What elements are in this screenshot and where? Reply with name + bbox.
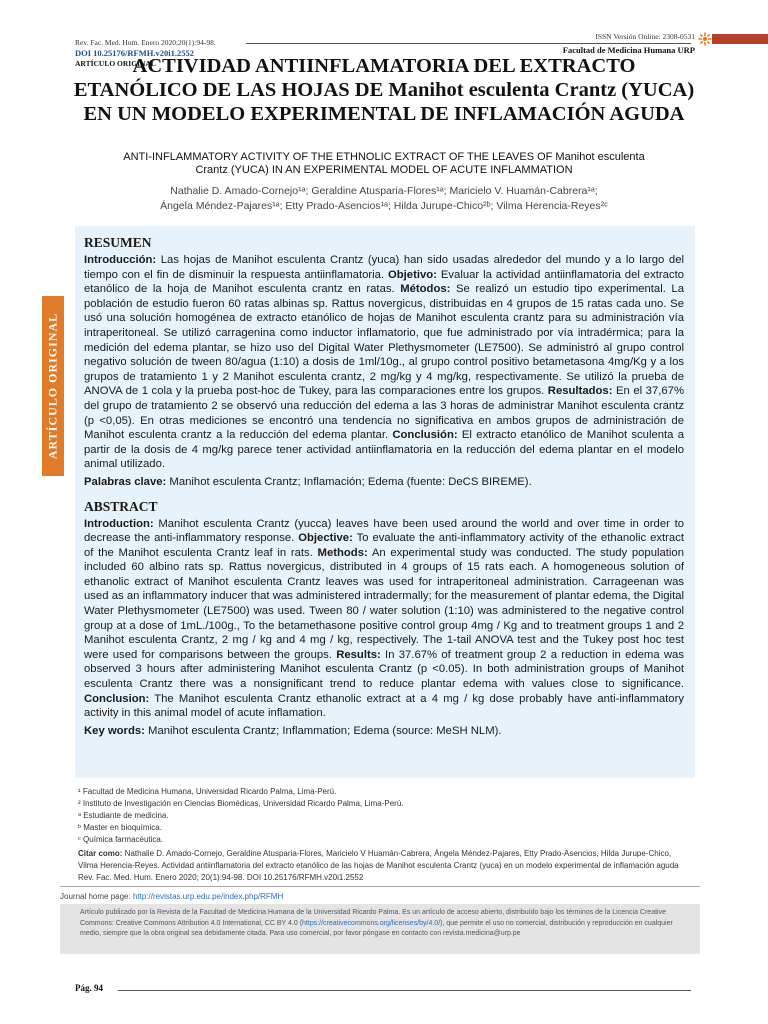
abstract-met-label: Methods: <box>317 546 368 559</box>
page-number: Pág. 94 <box>75 983 103 993</box>
resumen-intro-label: Introducción: <box>84 254 157 266</box>
abstract-obj-label: Objective: <box>298 532 353 545</box>
abstract-res-label: Results: <box>336 648 381 661</box>
resumen-res-text: En el 37,67% del grupo de tratamiento 2 se observó una reducción del edema a las 3 horas de administrar Manihot esculenta crantz (p <0,05). En otras mediciones se encontró una tendencia no significativa en ambos grupos de administración de Manihot esculenta crantz a la reducción del edema plantar. <box>84 385 685 442</box>
title-spanish <box>60 54 708 126</box>
cite-as-text: Nathalie D. Amado-Cornejo, Geraldine Atusparia-Flores, Maricielo V Huamán-Cabrera, Ángela Méndez-Pajares, Etty Prado-Asencios, Hilda Jurupe-Chico, Vilma Herencia-Reyes. Actividad antiinflamatoria del extracto etanólico de las hojas de Manihot esculenta Crantz (yuca) en un modelo experimental de inflamación aguda Rev. Fac. Med. Hum. Enero 2020; 20(1):94-98. DOI 10.25176/RFMH.v20i1.2552 <box>78 849 679 882</box>
title-es-line2: ETANÓLICO DE LAS HOJAS DE Manihot esculenta Crantz (YUCA) <box>73 79 695 101</box>
title-es-line1: ACTIVIDAD ANTIINFLAMATORIA DEL EXTRACTO <box>132 55 636 77</box>
abstract-body <box>84 517 684 721</box>
footnote-2: ² Instituto de Investigación en Ciencias Biomédicas, Universidad Ricardo Palma, Lima-Perú. <box>78 799 404 808</box>
header-accent-bar <box>712 34 768 44</box>
resumen-intro-text: Las hojas de Manihot esculenta Crantz (yuca) han sido usadas alrededor del mundo y a lo largo del tiempo con el fin de disminuir la respuesta antiinflamatoria. <box>84 254 684 281</box>
header-right <box>563 32 695 56</box>
footnote-c: ᶜ Química farmacéutica. <box>78 835 164 844</box>
faculty-name: Facultad de Medicina Humana URP <box>562 45 695 55</box>
title-en-line2: Crantz (YUCA) IN AN EXPERIMENTAL MODEL OF ACUTE INFLAMMATION <box>195 164 573 176</box>
footnote-divider <box>60 886 700 887</box>
abstract-con-text: The Manihot esculenta Crantz ethanolic extract at a 4 mg / kg dose probably have anti-inflammatory activity in this animal model of acute inflamation. <box>84 692 684 720</box>
abstract-content <box>84 234 684 738</box>
journal-logo-icon <box>698 32 712 46</box>
resumen-kw-text: Manihot esculenta Crantz; Inflamación; Edema (fuente: DeCS BIREME). <box>166 475 532 488</box>
issn: ISSN Versión Online: 2308-0531 <box>595 32 695 41</box>
license-text-1: Artículo publicado por la Revista de la Facultad de Medicina Humana de la Universidad Ricardo Palma. Es un artículo de acceso abierto, distribuído bajo los términos de la Licencia Creative Commons: Creative Commons Attribution 4.0 International, CC BY 4.0 ( <box>80 909 666 927</box>
resumen-met-label: Métodos: <box>400 283 451 296</box>
footnotes <box>78 786 690 884</box>
side-tab-label: ARTÍCULO ORIGINAL <box>45 312 60 460</box>
journal-home-link[interactable]: http://revistas.urp.edu.pe/index.php/RFMH <box>132 892 284 901</box>
license-text-2: ), que permite el uso no comercial, distribución y reproducción en cualquier medio, siempre que la obra original sea debidamente citada. Para uso comercial, por favor póngase en contacto con revista.medicina@urp.pe <box>80 919 673 937</box>
resumen-kw-label: Palabras clave: <box>84 475 167 488</box>
resumen-body <box>84 253 684 472</box>
resumen-res-label: Resultados: <box>547 385 613 398</box>
abstract-intro-text: Manihot esculenta Crantz (yucca) leaves have been used around the world and over time in order to decrease the anti-inflammatory response. <box>84 517 684 545</box>
footnote-b: ᵇ Master en bioquímica. <box>78 823 162 832</box>
authors-line1: Nathalie D. Amado-Cornejo¹ᵃ; Geraldine Atusparia-Flores¹ᵃ; Maricielo V. Huamán-Cabrera¹ᵃ; <box>170 185 598 197</box>
abstract-obj-text: To evaluate the anti-inflammatory activity of the ethanolic extract of the Manihot esculenta Crantz leaf in rats. <box>84 532 684 559</box>
abstract-kw-text: Manihot esculenta Crantz; Inflammation; Edema (source: MeSH NLM). <box>144 724 502 737</box>
license-link[interactable]: https://creativecommons.org/licenses/by/4.0/ <box>302 919 441 927</box>
doi-link[interactable]: DOI 10.25176/RFMH.v20i1.2552 <box>75 48 194 58</box>
resumen-heading: RESUMEN <box>84 235 152 250</box>
abstract-heading: ABSTRACT <box>84 498 158 514</box>
journal-home <box>60 892 283 901</box>
cite-as-label: Citar como: <box>78 849 123 858</box>
author-list <box>80 184 688 214</box>
abstract-kw-label: Key words: <box>84 724 145 737</box>
journal-citation: Rev. Fac. Med. Hum. Enero 2020;20(1):94-98. <box>75 38 216 47</box>
footnote-1: ¹ Facultad de Medicina Humana, Universidad Ricardo Palma, Lima-Perú. <box>78 787 337 796</box>
article-type-side-tab <box>42 296 64 476</box>
authors-line2: Ángela Méndez-Pajares¹ᵃ; Etty Prado-Asencios¹ᵃ; Hilda Jurupe-Chico²ᵇ; Vilma Herencia-Reyes²ᶜ <box>160 200 608 212</box>
license-text <box>80 908 692 940</box>
abstract-met-text: An experimental study was conducted. The study population included 60 albino rats sp. Rattus novergicus, distributed in 4 groups of 15 rats each. A homogeneous solution of ethanolic extract of Manihot esculenta Crantz leaves was used for intraperitoneal administration. Carrageenan was used as an inflammatory inducer that was administered intradermally; for the measurement of plantar edema, the Digital Water Plethysmometer (LE7500) was used. Tween 80 / water solution (1:10) was administered to the negative control group at a dose of 1mL./100g., To the betamethasone positive control group 4mg / Kg and to treatment groups 1 and 2 Manihot esculenta Crantz, 2 mg / kg and 4 mg / kg, respectively. The 1-tail ANOVA test and the Tukey post hoc test were used for comparisons between the groups. <box>84 546 684 661</box>
resumen-obj-text: Evaluar la actividad antiinflamatoria del extracto etanólico de la hoja de Manihot esculenta crantz en ratas. <box>84 268 684 296</box>
article-type: ARTÍCULO ORIGINAL <box>75 59 156 68</box>
abstract-intro-label: Introduction: <box>84 517 154 530</box>
abstract-con-label: Conclusion: <box>84 692 150 705</box>
journal-home-label: Journal home page: <box>60 892 133 901</box>
footnote-a: ᵃ Estudiante de medicina. <box>78 811 169 820</box>
resumen-met-text: Se realizó un estudio tipo experimental. La población de estudio fueron 60 ratas albinas sp. Rattus novergicus, distribuidas en 4 grupos de 15 ratas cada uno. Se usó una solución homogénea de extracto etanólico de hojas de Manihot esculenta crantz para su administración vía intraperitoneal. Se utilizó carragenina como inductor inflamatorio, que fue administrado por vía intradérmica; para la medición del edema plantar, se hizo uso del Digital Water Plethysmometer (LE7500). Se administró al grupo control negativo solución de tween 80/agua (1:10) a dosis de 1ml/10g., al grupo control positivo betametasona 4mg/Kg y a los grupos de tratamiento 1 y 2 Manihot esculenta crantz, 2 mg/kg y 4 mg/kg, respectivamente. Se utilizó la prueba de ANOVA de 1 cola y la prueba post-hoc de Tukey, para las comparaciones entre los grupos. <box>84 283 684 398</box>
abstract-res-text: In 37.67% of treatment group 2 a reduction in edema was observed 3 hours after administering Manihot esculenta Crantz (p <0.05). In both administration groups of Manihot esculenta Crantz there was a nonsignificant trend to reduce plantar edema with values close to significance. <box>84 648 684 691</box>
title-en-line1: ANTI-INFLAMMATORY ACTIVITY OF THE ETHNOLIC EXTRACT OF THE LEAVES OF Manihot esculenta <box>123 151 645 163</box>
title-es-line3: EN UN MODELO EXPERIMENTAL DE INFLAMACIÓN AGUDA <box>83 103 685 125</box>
resumen-keywords <box>84 475 684 490</box>
resumen-obj-label: Objetivo: <box>387 268 437 281</box>
abstract-keywords <box>84 724 684 739</box>
resumen-con-label: Conclusión: <box>392 429 458 442</box>
resumen-con-text: El extracto etanólico de Manihot sculenta a partir de la dosis de 4 mg/kg parece tener actividad antiinflamatoria en la reducción del edema plantar en el modelo animal utilizado. <box>84 429 684 471</box>
footer-rule <box>118 990 691 991</box>
title-english <box>80 151 688 177</box>
cite-as <box>78 848 690 884</box>
